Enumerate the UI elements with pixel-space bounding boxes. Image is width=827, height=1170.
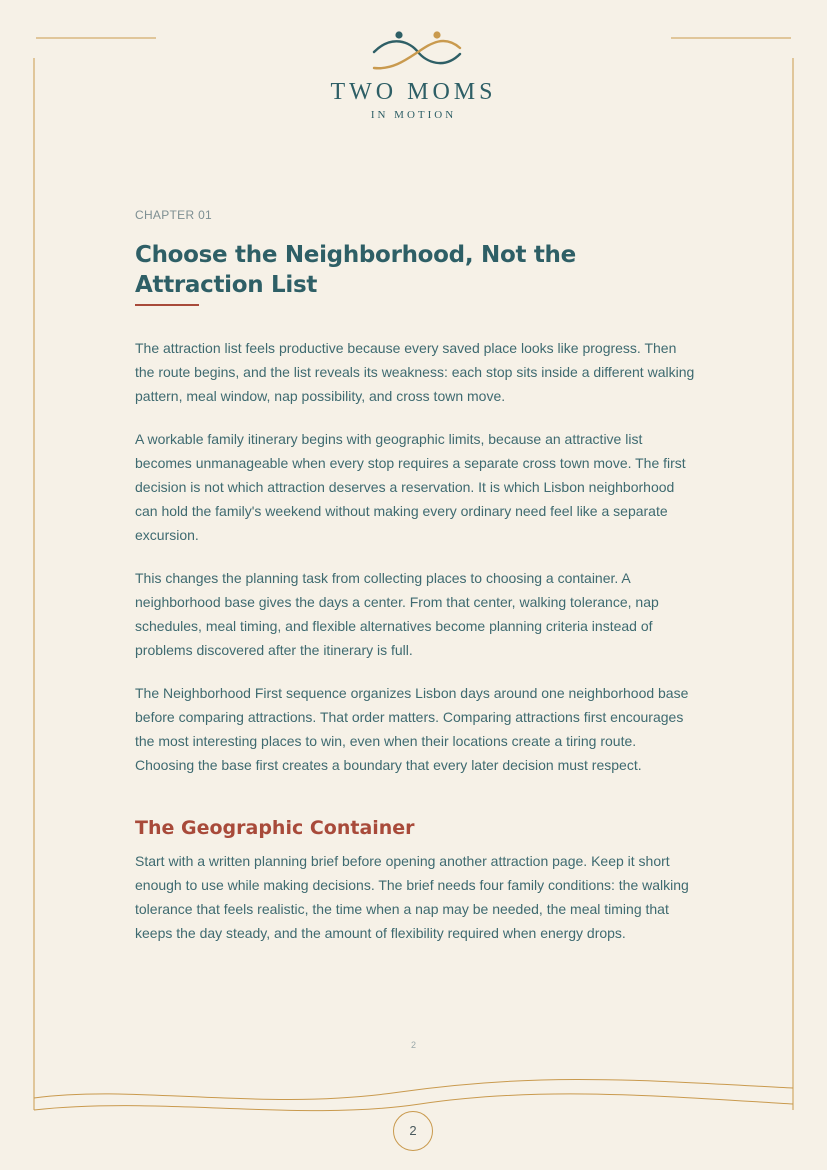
two-figures-logo-icon [366, 28, 462, 74]
brand-tagline: IN MOTION [370, 109, 457, 121]
section-heading: The Geographic Container [135, 817, 415, 839]
bottom-wave-upper [34, 1079, 793, 1099]
page-number-badge: 2 [393, 1111, 433, 1151]
chapter-label: CHAPTER 01 [135, 208, 213, 222]
body-paragraph-2: A workable family itinerary begins with geographic limits, because an attractive list becomes unmanageable when every stop requires a separate cross town move. The first decision is not which attraction deserves a reservation. It is which Lisbon neighborhood can hold the family's weekend without making every ordinary need feel like a separate excursion. [135, 431, 686, 543]
chapter-title: Choose the Neighborhood, Not the Attraction List [135, 242, 576, 298]
body-paragraph-1: The attraction list feels productive because every saved place looks like progress. Then the route begins, and the list reveals its weakness: each stop sits inside a different walking pattern, meal window, nap possibility, and cross town move. [135, 340, 695, 404]
brand-name: TWO MOMS [330, 79, 497, 105]
body-paragraph-4: The Neighborhood First sequence organizes Lisbon days around one neighborhood base before comparing attractions. That order matters. Comparing attractions first encourages the most interesting places to win, even when their locations create a tiring route. Choosing the base first creates a boundary that every later decision must respect. [135, 685, 689, 773]
section-paragraph: Start with a written planning brief before opening another attraction page. Keep it short enough to use while making decisions. The brief needs four family conditions: the walking tolerance that feels realistic, the time when a nap may be needed, the meal timing that keeps the day steady, and the amount of flexibility required when energy drops. [135, 853, 689, 941]
bottom-wave-lower [34, 1094, 793, 1111]
title-underline [135, 304, 199, 306]
brand-logo [0, 28, 827, 122]
chapter-content [135, 207, 697, 945]
body-paragraph-3: This changes the planning task from collecting places to choosing a container. A neighborhood base gives the days a center. From that center, walking tolerance, nap schedules, meal timing, and flexible alternatives become planning criteria instead of problems discovered after the itinerary is full. [135, 570, 659, 658]
page-number-small: 2 [410, 1040, 416, 1050]
